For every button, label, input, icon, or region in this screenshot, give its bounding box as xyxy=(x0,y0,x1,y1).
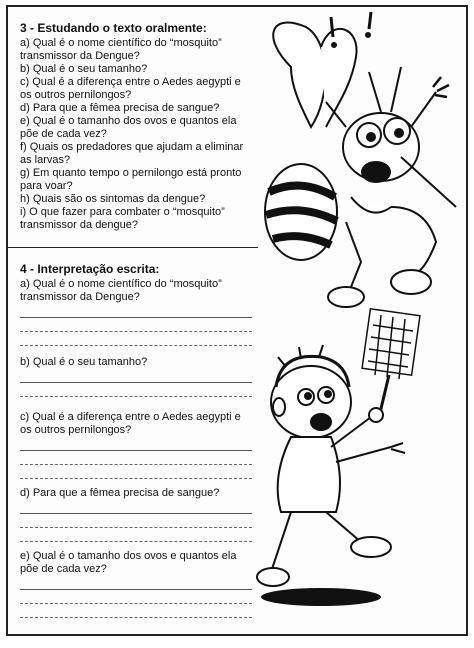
question-block-a xyxy=(20,278,252,346)
question-a: a) Qual é o nome científico do “mosquito” transmissor da Dengue? xyxy=(20,278,222,303)
question-block-e xyxy=(20,550,252,618)
question-f: f) Quais os predadores que ajudam a eliminar as larvas? xyxy=(20,141,244,166)
answer-line[interactable] xyxy=(20,576,252,590)
question-e: e) Qual é o tamanho dos ovos e quantos ela põe de cada vez? xyxy=(20,550,237,575)
question-block-c xyxy=(20,411,252,479)
answer-line[interactable] xyxy=(20,332,252,346)
answer-line[interactable] xyxy=(20,369,252,383)
question-h: h) Quais são os sintomas da dengue? xyxy=(20,193,206,205)
question-e: e) Qual é o tamanho dos ovos e quantos ela põe de cada vez? xyxy=(20,115,237,140)
section-written-interpretation xyxy=(20,262,252,622)
question-d: d) Para que a fêmea precisa de sangue? xyxy=(20,487,220,499)
question-b: b) Qual é o seu tamanho? xyxy=(20,63,148,75)
question-a: a) Qual é o nome científico do “mosquito” transmissor da Dengue? xyxy=(20,37,222,62)
answer-line[interactable] xyxy=(20,604,252,618)
question-block-d xyxy=(20,487,252,542)
section-title: 4 - Interpretação escrita: xyxy=(20,262,160,276)
answer-line[interactable] xyxy=(20,451,252,465)
section-title: 3 - Estudando o texto oralmente: xyxy=(20,21,207,35)
section-divider xyxy=(8,247,258,248)
answer-line[interactable] xyxy=(20,500,252,514)
answer-line[interactable] xyxy=(20,437,252,451)
question-i: i) O que fazer para combater o “mosquito” transmissor da dengue? xyxy=(20,206,225,231)
cartoon-mosquito-icon xyxy=(265,12,456,307)
section-oral-study xyxy=(20,21,252,232)
answer-line[interactable] xyxy=(20,304,252,318)
answer-line[interactable] xyxy=(20,514,252,528)
illustration-panel xyxy=(251,7,466,636)
question-block-b xyxy=(20,356,252,397)
answer-line[interactable] xyxy=(20,383,252,397)
answer-line[interactable] xyxy=(20,590,252,604)
answer-line[interactable] xyxy=(20,318,252,332)
answer-line[interactable] xyxy=(20,465,252,479)
boy-with-fly-swatter-icon xyxy=(257,345,405,606)
question-b: b) Qual é o seu tamanho? xyxy=(20,356,148,368)
question-d: d) Para que a fêmea precisa de sangue? xyxy=(20,102,220,114)
question-c: c) Qual é a diferença entre o Aedes aegypti e os outros pernilongos? xyxy=(20,411,241,436)
question-c: c) Qual é a diferença entre o Aedes aegypti e os outros pernilongos? xyxy=(20,76,241,101)
question-g: g) Em quanto tempo o pernilongo está pronto para voar? xyxy=(20,167,242,192)
answer-line[interactable] xyxy=(20,528,252,542)
worksheet-page xyxy=(6,5,468,636)
fly-swatter-icon xyxy=(362,309,420,417)
